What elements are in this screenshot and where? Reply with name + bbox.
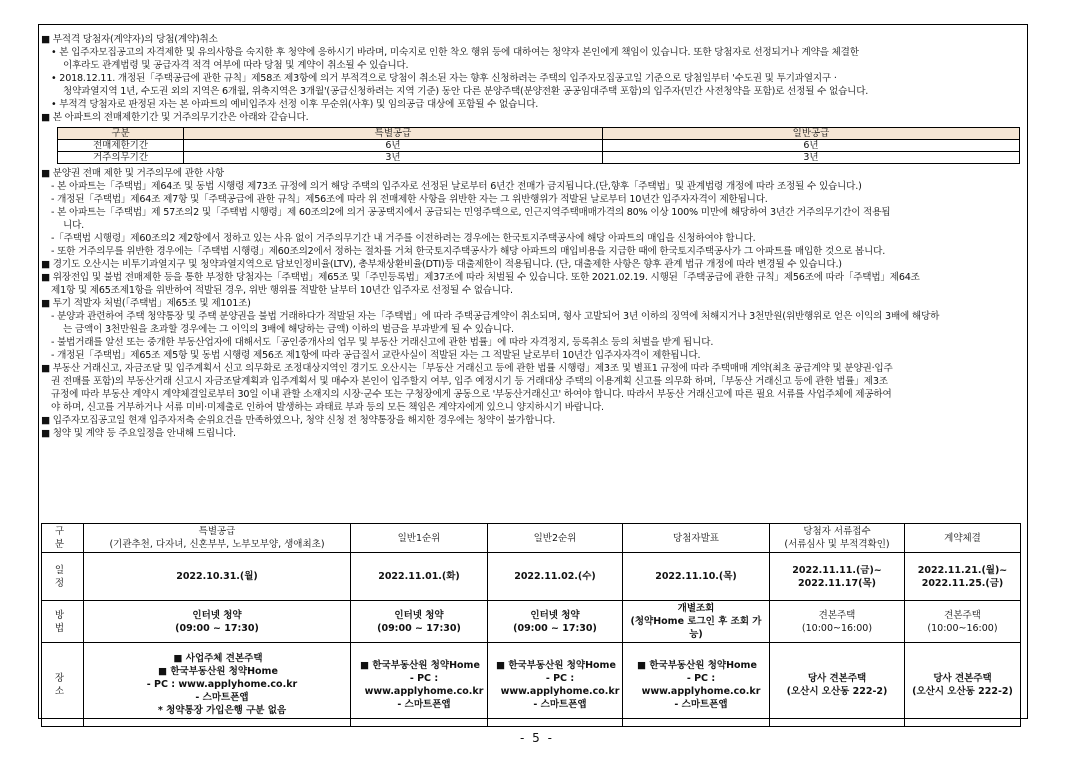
place-line: - 스마트폰앱 (195, 692, 249, 703)
schedule-method-label: 방 법 (42, 601, 84, 643)
method-line: (09:00 ~ 17:30) (513, 622, 597, 634)
place-line: - 스마트폰앱 (674, 698, 728, 710)
notice-line: - 개정된「주택법」제65조 제5항 및 동법 시행령 제56조 제1항에 따라 공급질서 교란사실이 적발된 자는 그 적발된 날로부터 10년간 입주자자격이 제한됩니다. (51, 350, 701, 361)
period-header-cell: 구분 (58, 128, 184, 140)
place-line: 당사 견본주택 (933, 672, 992, 684)
place-line: (오산시 오산동 222-2) (912, 685, 1013, 697)
period-table-row (58, 140, 1020, 152)
notice-line: • 본 입주자모집공고의 자격제한 및 유의사항을 숙지한 후 청약에 응하시기 바라며, 미숙지로 인한 착오 행위 등에 대하여는 청약자 본인에게 책임이 있습니다. 또한 당첨자로 선정되거나 계약을 체결한 (51, 47, 859, 58)
schedule-date-cell (770, 553, 905, 601)
schedule-header-special (84, 524, 351, 553)
page-number: - 5 - (520, 731, 554, 745)
schedule-header-rank2: 일반2순위 (488, 524, 623, 553)
notice-line: ■ 위장전입 및 불법 전매제한 등을 통한 부정한 당첨자는「주택법」제65조 및「주민등록법」제37조에 따라 처벌될 수 있습니다. 또한 2021.02.19. 시행된「주택공급에 관한 규칙」제56조에 따라「주택법」제64조 (41, 272, 920, 283)
schedule-method-cell (623, 601, 770, 643)
schedule-date-row (42, 553, 1021, 601)
place-line: (오산시 오산동 222-2) (786, 685, 888, 697)
period-cell: 3년 (603, 152, 1020, 164)
schedule-header-line: 당첨자 서류접수 (803, 526, 871, 537)
schedule-place-cell (905, 643, 1021, 727)
date-line: 2022.11.17(목) (798, 577, 876, 589)
notice-line: -「주택법 시행령」제60조의2 제2항에서 정하고 있는 사유 없이 거주의무기간 내 거주를 이전하려는 경우에는 한국토지주택공사에 해당 아파트의 매입을 신청하여야 합니다. (51, 233, 756, 244)
method-line: (10:00~16:00) (801, 622, 873, 634)
schedule-header-line: (기관추천, 다자녀, 신혼부부, 노부모부양, 생애최초) (109, 539, 325, 550)
schedule-date-label: 일 정 (42, 553, 84, 601)
notice-line: • 부적격 당첨자로 판정된 자는 본 아파트의 예비입주자 선정 이후 무순위(사후) 및 임의공급 대상에 포함될 수 없습니다. (51, 99, 539, 110)
notice-line: 이후라도 관계법령 및 공급자격 적격 여부에 따라 당첨 및 계약이 취소될 수 있습니다. (63, 60, 409, 71)
schedule-method-cell (905, 601, 1021, 643)
schedule-date-cell: 2022.11.01.(화) (351, 553, 488, 601)
document-frame (38, 24, 1028, 719)
method-line: (09:00 ~ 17:30) (377, 622, 461, 634)
schedule-date-cell (905, 553, 1021, 601)
period-cell: 6년 (603, 140, 1020, 152)
method-line: 인터넷 청약 (192, 609, 242, 621)
method-line: (10:00~16:00) (927, 622, 998, 634)
period-table-row (58, 152, 1020, 164)
place-line: ■ 사업주체 견본주택 (173, 653, 263, 664)
schedule-header-announce: 당첨자발표 (623, 524, 770, 553)
notice-line: ■ 부동산 거래신고, 자금조달 및 입주계획서 신고 의무화로 조정대상지역인 경기도 오산시는「부동산 거래신고 등에 관한 법률 시행령」제3조 및 별표1 규정에 따라 주택매매 계약(최초 공급계약 및 분양권·입주 (41, 363, 893, 374)
method-line: 인터넷 청약 (530, 609, 580, 621)
notice-line: • 2018.12.11. 개정된「주택공급에 관한 규칙」제58조 제3항에 의거 부적격으로 당첨이 취소된 자는 향후 신청하려는 주택의 입주자모집공고일 기준으로 당첨일부터 '수도권 및 투기과열지구 · (51, 73, 837, 84)
heading-penalty: ■ 투기 적발자 처벌(「주택법」제65조 및 제101조) (41, 298, 251, 309)
notice-line: 니다. (63, 220, 84, 231)
notice-line: 는 금액이 3천만원을 초과할 경우에는 그 이익의 3배에 해당하는 금액) 이하의 벌금을 부과받게 될 수 있습니다. (63, 324, 514, 335)
schedule-header-contract: 계약체결 (905, 524, 1021, 553)
place-line: - PC : www.applyhome.co.kr (364, 672, 484, 697)
heading-period: ■ 본 아파트의 전매제한기간 및 거주의무기간은 아래와 같습니다. (41, 112, 309, 123)
date-line: 2022.11.25.(금) (921, 577, 1004, 589)
schedule-method-cell (488, 601, 623, 643)
schedule-date-cell: 2022.11.10.(목) (623, 553, 770, 601)
notice-line: - 또한 거주의무를 위반한 경우에는「주택법 시행령」제60조의2에서 정하는 절차를 거쳐 한국토지주택공사가 해당 아파트의 매입비용을 지급한 때에 한국토지주택공사가 그 아파트를 매입한 것으로 봅니다. (51, 246, 886, 257)
date-line: 2022.11.21.(월)~ (917, 564, 1008, 576)
period-table-header (58, 128, 1020, 140)
notice-line: ■ 입주자모집공고일 현재 입주자저축 순위요건을 만족하였으나, 청약 신청 전 청약통장을 해지한 경우에는 청약이 불가합니다. (41, 415, 556, 426)
notice-line: - 본 아파트는「주택법」제 57조의2 및「주택법 시행령」제 60조의2에 의거 공공택지에서 공급되는 민영주택으로, 인근지역주택매매가격의 80% 이상 100% 미만에 해당하여 3년간 거주의무기간이 적용됩 (51, 207, 891, 218)
schedule-date-cell: 2022.11.02.(수) (488, 553, 623, 601)
method-line: 인터넷 청약 (394, 609, 444, 621)
place-line: ■ 한국부동산원 청약Home (496, 659, 616, 671)
heading-resale: ■ 분양권 전매 제한 및 거주의무에 관한 사항 (41, 168, 224, 179)
period-header-cell: 특별공급 (184, 128, 603, 140)
schedule-place-cell (770, 643, 905, 727)
place-line: ■ 한국부동산원 청약Home (360, 659, 480, 671)
notice-line: 제1항 및 제65조제1항을 위반하여 적발된 경우, 위반 행위를 적발한 날부터 10년간 입주자로 선정될 수 없습니다. (51, 285, 513, 296)
schedule-place-row (42, 643, 1021, 727)
date-line: 2022.11.11.(금)~ (792, 564, 882, 576)
schedule-header-row (42, 524, 1021, 553)
schedule-place-cell (623, 643, 770, 727)
schedule-header-rank1: 일반1순위 (351, 524, 488, 553)
method-line: 견본주택 (818, 609, 856, 621)
period-cell: 6년 (184, 140, 603, 152)
place-line: ■ 한국부동산원 청약Home (158, 666, 278, 677)
schedule-header-line: 특별공급 (198, 526, 236, 537)
notice-line: - 본 아파트는「주택법」제64조 및 동법 시행령 제73조 규정에 의거 해당 주택의 입주자로 선정된 날로부터 6년간 전매가 금지됩니다.(단,향후「주택법」및 관계법령 개정에 따라 조정될 수 있습니다.) (51, 181, 862, 192)
notice-line: 야 하며, 신고를 거부하거나 서류 미비·미제출로 인하여 발생하는 과태료 부과 등의 모든 책임은 계약자에게 있으니 양지하시기 바랍니다. (51, 402, 604, 413)
place-line: - PC : www.applyhome.co.kr (641, 672, 761, 697)
period-table (57, 127, 1020, 164)
schedule-method-cell (351, 601, 488, 643)
schedule-place-label: 장 소 (42, 643, 84, 727)
method-line: (09:00 ~ 17:30) (175, 622, 259, 634)
notice-line: 청약과열지역 1년, 수도권 외의 지역은 6개월, 위축지역은 3개월'(공급신청하려는 지역 기준) 동안 다른 분양주택(분양전환 공공임대주택 포함)의 입주자(민간 사전청약을 포함)로 선정될 수 없습니다. (63, 86, 869, 97)
notice-line: - 분양과 관련하여 주택 청약통장 및 주택 분양권을 불법 거래하다가 적발된 자는「주택법」에 따라 주택공급계약이 취소되며, 형사 고발되어 3년 이하의 징역에 처해지거나 3천만원(위반행위로 얻은 이익의 3배에 해당하 (51, 311, 940, 322)
schedule-col-header: 구 분 (42, 524, 84, 553)
schedule-method-row (42, 601, 1021, 643)
notice-content (41, 33, 1023, 440)
schedule-table (41, 523, 1021, 727)
schedule-header-documents (770, 524, 905, 553)
method-line: 견본주택 (944, 609, 981, 621)
place-line: * 청약통장 가입은행 구분 없음 (157, 705, 287, 716)
place-line: - PC : www.applyhome.co.kr (500, 672, 620, 697)
period-cell: 3년 (184, 152, 603, 164)
schedule-place-cell (351, 643, 488, 727)
notice-line: 규정에 따라 부동산 계약시 계약체결일로부터 30일 이내 관할 소재지의 시장·군수 또는 구청장에게 공동으로 '부동산거래신고' 하여야 합니다. 따라서 부동산 거래신고에 따른 필요 서류를 사업주체에 제공하여 (51, 389, 892, 400)
heading-disqualified: ■ 부적격 당첨자(계약자)의 당첨(계약)취소 (41, 34, 218, 45)
place-line: - PC : www.applyhome.co.kr (146, 679, 298, 690)
method-line: 개별조회 (677, 603, 715, 614)
schedule-date-cell: 2022.10.31.(월) (84, 553, 351, 601)
place-line: - 스마트폰앱 (397, 698, 451, 710)
schedule-header-line: (서류심사 및 부적격확인) (784, 539, 890, 550)
notice-line: ■ 경기도 오산시는 비투기과열지구 및 청약과열지역으로 담보인정비율(LTV), 총부채상환비율(DTI)등 대출제한이 적용됩니다. (단, 대출제한 사항은 향후 관계 법규 개정에 따라 변경될 수 있습니다.) (41, 259, 842, 270)
notice-line: - 불법거래를 알선 또는 중개한 부동산업자에 대해서도「공인중개사의 업무 및 부동산 거래신고에 관한 법률」에 따라 자격정지, 등록취소 등의 처벌을 받게 됩니다. (51, 337, 714, 348)
method-line: (청약Home 로그인 후 조회 가능) (630, 616, 762, 640)
schedule-place-cell (488, 643, 623, 727)
place-line: 당사 견본주택 (807, 672, 867, 684)
period-cell: 거주의무기간 (58, 152, 184, 164)
schedule-place-cell (84, 643, 351, 727)
place-line: - 스마트폰앱 (533, 698, 587, 710)
schedule-method-cell (84, 601, 351, 643)
notice-line: - 개정된「주택법」제64조 제7항 및「주택공급에 관한 규칙」제56조에 따라 위 전매제한 사항을 위반한 자는 그 위반행위가 적발된 날로부터 10년간 입주자자격이 제한됩니다. (51, 194, 768, 205)
notice-line: 권 전매를 포함)의 부동산거래 신고시 자금조달계획과 입주계획서 및 매수자 본인이 입주할지 여부, 입주 예정시기 등 거래대상 주택의 이용계획 신고를 의무화 하며,「부동산 거래신고 등에 관한 법률」제3조 (51, 376, 888, 387)
schedule-method-cell (770, 601, 905, 643)
period-header-cell: 일반공급 (603, 128, 1020, 140)
period-cell: 전매제한기간 (58, 140, 184, 152)
place-line: ■ 한국부동산원 청약Home (637, 659, 757, 671)
heading-schedule: ■ 청약 및 계약 등 주요일정을 안내해 드립니다. (41, 428, 236, 439)
